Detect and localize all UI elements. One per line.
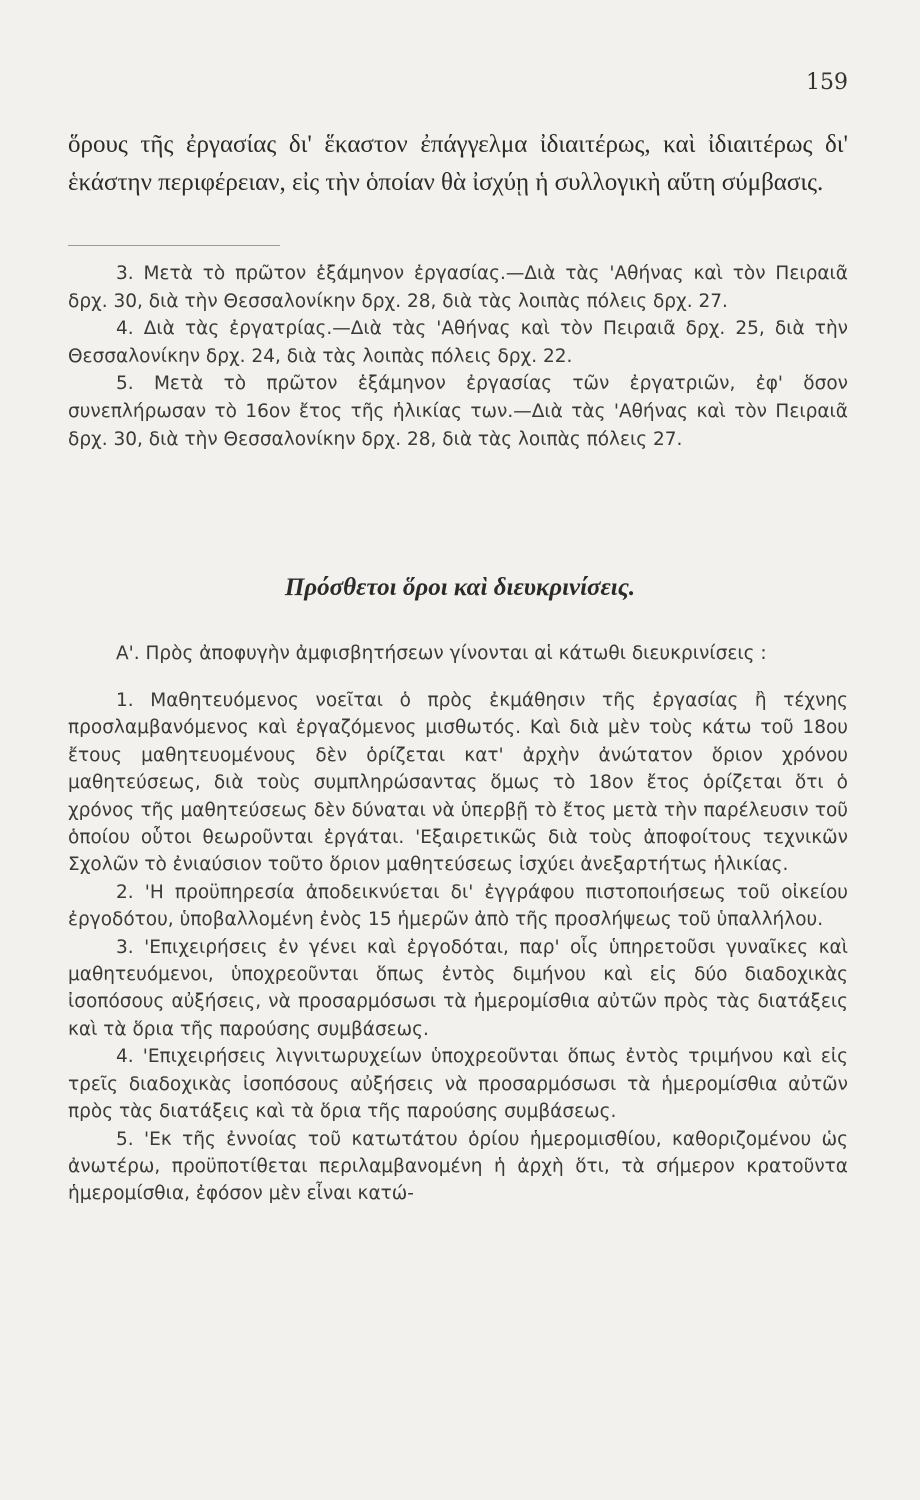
clarification-item: 1. Μαθητευόμενος νοεῖται ὁ πρὸς ἐκμάθησιν τῆς ἐργασίας ἢ τέχνης προσλαμβανόμενος καὶ ἐργαζόμενος μισθωτός. Καὶ διὰ μὲν τοὺς κάτω τοῦ 18ου ἔτους μαθητευομένους δὲν ὁρίζεται κατ' ἀρχὴν ἀνώτατον ὅριον χρόνου μαθητεύσεως, διὰ τοὺς συμπληρώσαντας ὅμως τὸ 18ον ἔτος ὁρίζεται ὅτι ὁ χρόνος τῆς μαθητεύσεως δὲν δύναται νὰ ὑπερβῇ τὸ ἔτος μετὰ τὴν παρέλευσιν τοῦ ὁποίου οὗτοι θεωροῦνται ἐργάται. 'Εξαιρετικῶς διὰ τοὺς ἀποφοίτους τεχνικῶν Σχολῶν τὸ ἐνιαύσιον τοῦτο ὅριον μαθητεύσεως ἰσχύει ἀνεξαρτήτως ἡλικίας. (68, 690, 848, 876)
clarifications (68, 687, 848, 1208)
clarification-item: 5. 'Εκ τῆς ἐννοίας τοῦ κατωτάτου ὁρίου ἡμερομισθίου, καθοριζομένου ὡς ἀνωτέρω, προϋποτίθεται περιλαμβανομένη ἡ ἀρχὴ ὅτι, τὰ σήμερον κρατοῦντα ἡμερομίσθια, ἐφόσον μὲν εἶναι κατώ- (68, 1128, 848, 1205)
section-intro: Α'. Πρὸς ἀποφυγὴν ἀμφισβητήσεων γίνονται αἱ κάτωθι διευκρινίσεις : (116, 643, 767, 664)
clarification-item: 3. 'Επιχειρήσεις ἐν γένει καὶ ἐργοδόται, παρ' οἷς ὑπηρετοῦσι γυναῖκες καὶ μαθητευόμενοι, ὑποχρεοῦνται ὅπως ἐντὸς διμήνου καὶ εἰς δύο διαδοχικὰς ἰσοπόσους αὐξήσεις, νὰ προσαρμόσωσι τὰ ἡμερομίσθια αὐτῶν πρὸς τὰς διατάξεις καὶ τὰ ὅρια τῆς παρούσης συμβάσεως. (68, 936, 848, 1040)
wage-rule: 3. Μετὰ τὸ πρῶτον ἑξάμηνον ἐργασίας.—Διὰ τὰς 'Αθήνας καὶ τὸν Πειραιᾶ δρχ. 30, διὰ τὴν Θεσσαλονίκην δρχ. 28, διὰ τὰς λοιπὰς πόλεις δρχ. 27. (68, 263, 848, 312)
clarification-item: 4. 'Επιχειρήσεις λιγνιτωρυχείων ὑποχρεοῦνται ὅπως ἐντὸς τριμήνου καὶ εἰς τρεῖς διαδοχικὰς ἰσοπόσους αὐξήσεις νὰ προσαρμόσωσι τὰ ἡμερομίσθια αὐτῶν πρὸς τὰς διατάξεις καὶ τὰ ὅρια τῆς παρούσης συμβάσεως. (68, 1046, 848, 1123)
clarification-item: 2. 'Η προϋπηρεσία ἀποδεικνύεται δι' ἐγγράφου πιστοποιήσεως τοῦ οἰκείου ἐργοδότου, ὑποβαλλομένη ἐνὸς 15 ἡμερῶν ἀπὸ τῆς προσλήψεως τοῦ ὑπαλλήλου. (68, 881, 848, 931)
intro-paragraph: ὅρους τῆς ἐργασίας δι' ἕκαστον ἐπάγγελμα ἰδιαιτέρως, καὶ ἰδιαιτέρως δι' ἑκάστην περιφέρειαν, εἰς τὴν ὁποίαν θὰ ἰσχύῃ ἡ συλλογικὴ αὕτη σύμβασις. (68, 131, 848, 196)
page-number: 159 (806, 70, 848, 95)
wage-rule: 4. Διὰ τὰς ἐργατρίας.—Διὰ τὰς 'Αθήνας καὶ τὸν Πειραιᾶ δρχ. 25, διὰ τὴν Θεσσαλονίκην δρχ. 24, διὰ τὰς λοιπὰς πόλεις δρχ. 22. (68, 318, 848, 367)
wage-rules (68, 260, 848, 453)
wage-rule: 5. Μετὰ τὸ πρῶτον ἑξάμηνον ἐργασίας τῶν ἐργατριῶν, ἐφ' ὅσον συνεπλήρωσαν τὸ 16ον ἔτος τῆς ἡλικίας των.—Διὰ τὰς 'Αθήνας καὶ τὸν Πειραιᾶ δρχ. 30, διὰ τὴν Θεσσαλονίκην δρχ. 28, διὰ τὰς λοιπὰς πόλεις 27. (68, 373, 848, 450)
section-heading: Πρόσθετοι ὅροι καὶ διευκρινίσεις. (284, 574, 636, 601)
footnote-rule (68, 245, 280, 246)
